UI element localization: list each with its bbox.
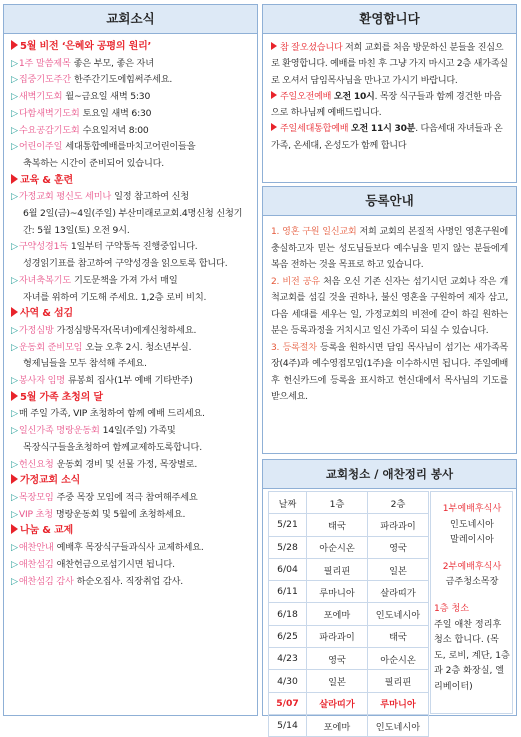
welcome-highlight: 참 잘오셨습니다 [280,43,343,53]
registration-paragraph [271,224,508,274]
news-item [11,273,251,306]
arrow-bullet-icon: ▷ [11,74,18,86]
news-item-title: 목장모임 [18,491,54,503]
triangle-bullet-icon [271,42,277,50]
table-row [269,558,429,580]
registration-title: 등록안내 [263,187,516,216]
news-item-continued: 성경읽기표를 참고하여 구약성경을 읽으토록 합니다. [23,258,228,270]
news-item-title: 새벽기도회 [18,91,63,103]
news-item-desc: 일정 참고하여 신청 [114,191,189,203]
news-item-continued: 형제님들을 모두 참석해 주세요. [23,358,147,370]
news-item [11,406,251,423]
table-header-row [269,492,429,514]
welcome-paragraph [271,40,508,89]
arrow-bullet-icon: ▷ [11,241,18,253]
news-item [11,340,251,373]
church-news-panel [3,4,258,716]
news-item [11,574,251,591]
paragraph-label: 1. 영혼 구원 일신교회 [271,227,357,237]
paragraph-label: 3. 등록절차 [271,342,317,353]
service-time: 오전 10시 [333,91,375,102]
paragraph-text: 처음 오신 기존 신자는 섬기시던 교회나 작은 개척교회를 섬길 것을 권하나, 불신 영혼을 구원하여 제자 삼고, 다음 세대를 세우는 일, 가정교회의 비전에 같이 하길 원하는 분은 등록과정을 거치시고 일신 가족이 되실 수 있습니다. [271,276,508,336]
table-cell: 살라띠가 [307,692,368,714]
news-item-title: VIP 초청 [18,508,53,520]
arrow-bullet-icon: ▷ [11,508,18,520]
table-cell: 인도네시아 [368,603,429,625]
arrow-bullet-icon: ▷ [11,491,18,503]
section-heading [11,523,251,540]
table-cell: 태국 [307,514,368,536]
news-item-title: 집중기도주간 [18,74,71,86]
triangle-bullet-icon [11,40,18,50]
table-row [269,625,429,647]
table-cell: 5/28 [269,536,307,558]
news-item-desc: 월~금요일 새벽 5:30 [65,91,151,103]
table-row [269,648,429,670]
table-row [269,670,429,692]
news-item [11,323,251,340]
news-item [11,189,251,239]
welcome-text: 저희 교회를 처음 방문하신 분들을 진심으로 환영합니다. 예배를 마친 후 그냥 가지 마시고 2층 새가족실로 오셔서 담임목사님을 만나고 가시기 바랍니다. [271,43,508,86]
service-paragraph [271,121,508,154]
news-item [11,457,251,474]
welcome-title: 환영합니다 [263,5,516,34]
service-name: 주일세대통합예배 [280,124,349,135]
table-cell: 필리핀 [307,558,368,580]
triangle-bullet-icon [11,391,18,401]
cleaning-title: 교회청소 / 애찬정리 봉사 [263,460,516,489]
news-item-desc: 오늘 오후 2시. 청소년부실. [85,341,192,353]
table-cell: 5/14 [269,714,307,736]
table-cell: 포에마 [307,603,368,625]
registration-panel [262,186,517,454]
news-item-title: 1주 말씀제목 [18,57,71,69]
table-cell: 아순시온 [307,536,368,558]
triangle-bullet-icon [271,123,277,131]
meal-duty-team: 말레이시아 [450,535,494,546]
paragraph-text: 저희 교회의 본질적 사명인 영혼구원에 충실하고자 믿는 성도님들보다 예수님을 믿지 않는 분들에게 복음 전하는 것을 목표로 하고 있습니다. [271,227,508,270]
news-item-title: 일신가족 명랑운동회 [18,425,100,437]
table-cell: 포에마 [307,714,368,736]
arrow-bullet-icon: ▷ [11,341,18,353]
arrow-bullet-icon: ▷ [11,191,18,203]
table-cell: 6/04 [269,558,307,580]
news-item-title: 봉사자 임명 [18,375,65,387]
news-item-desc: 하순오집사. 직장취업 감사. [76,575,183,587]
section-heading-text: 가정교회 소식 [20,475,81,487]
news-item-desc: 운동회 경비 및 선물 가정, 목장별로. [56,458,198,470]
news-item-desc: 1일부터 구약통독 진행중입니다. [70,241,198,253]
news-item-desc: 가정심방목자(목녀)에게신청하세요. [56,324,197,336]
table-cell: 태국 [368,625,429,647]
news-item-desc: 토요일 새벽 6:30 [82,107,152,119]
news-item-title: 가정심방 [18,324,54,336]
table-cell: 5/07 [269,692,307,714]
arrow-bullet-icon: ▷ [11,425,18,437]
news-item-continued: 자녀를 위하여 기도해 주세요. 1,2층 로비 비치. [23,291,207,303]
arrow-bullet-icon: ▷ [11,542,18,554]
table-cell: 4/23 [269,648,307,670]
table-cell: 6/25 [269,625,307,647]
news-item [11,72,251,89]
table-cell: 영국 [368,536,429,558]
welcome-body [263,34,516,154]
registration-body [263,216,516,406]
arrow-bullet-icon: ▷ [11,274,18,286]
table-cell: 일본 [307,670,368,692]
news-item-desc: 주중 목장 모임에 적극 참여해주세요 [56,491,198,503]
news-item-desc: 수요일저녁 8:00 [82,124,149,136]
table-row [269,581,429,603]
news-item-desc: 좋은 부모, 좋은 자녀 [73,57,154,69]
section-heading [11,473,251,490]
arrow-bullet-icon: ▷ [11,124,18,136]
news-item-title: 다함새벽기도회 [18,107,80,119]
news-item [11,56,251,73]
news-item [11,557,251,574]
news-item [11,123,251,140]
table-cell: 필리핀 [368,670,429,692]
meal-duty-team: 인도네시아 [450,519,494,530]
arrow-bullet-icon: ▷ [11,375,18,387]
table-cell: 6/11 [269,581,307,603]
table-cell: 아순시온 [368,648,429,670]
section-heading-text: 5월 가족 초청의 달 [20,391,103,403]
column-header: 2층 [368,492,429,514]
news-item-desc: 기도문책을 가져 가서 매일 [73,274,178,286]
registration-paragraph [271,340,508,406]
section-heading [11,390,251,407]
news-item-title: 가정교회 평신도 세미나 [18,191,112,203]
table-cell: 영국 [307,648,368,670]
arrow-bullet-icon: ▷ [11,91,18,103]
table-cell: 4/30 [269,670,307,692]
news-item-desc: 명랑운동회 및 5월에 초청하세요. [55,508,186,520]
cleaning-duty-text: 주일 애찬 정리후 청소 합니다. (목도, 로비, 계단, 1층과 2층 화장실, 엘리베이터) [434,619,510,692]
news-item [11,89,251,106]
news-item [11,139,251,172]
triangle-bullet-icon [11,524,18,534]
news-item-title: 애찬섬김 [18,558,54,570]
table-cell: 6/18 [269,603,307,625]
news-item-desc: 매 주일 가족, VIP 초청하여 함께 예배 드리세요. [18,408,205,420]
news-item-title: 수요공감기도회 [18,124,80,136]
section-heading-text: 5월 비전 ‘은혜와 공평의 원리’ [20,41,152,52]
arrow-bullet-icon: ▷ [11,141,18,153]
triangle-bullet-icon [11,474,18,484]
section-heading-text: 나눔 & 교제 [20,525,73,537]
table-row [269,603,429,625]
news-item-title: 구약성경1독 [18,241,68,253]
news-item [11,106,251,123]
table-cell: 살라띠가 [368,581,429,603]
table-cell: 인도네시아 [368,714,429,736]
church-news-title: 교회소식 [4,5,257,34]
arrow-bullet-icon: ▷ [11,324,18,336]
news-item [11,423,251,456]
news-item-desc: 예배후 목장식구들과식사 교제하세요. [56,542,204,554]
news-item-continued: 축복하는 시간이 준비되어 있습니다. [23,157,165,169]
news-item [11,540,251,557]
table-cell: 파라과이 [307,625,368,647]
triangle-bullet-icon [11,307,18,317]
service-name: 주일오전예배 [280,91,332,102]
news-item-desc: 애찬헌금으로섬기시면 됩니다. [56,558,175,570]
news-item-title: 애찬안내 [18,542,54,554]
arrow-bullet-icon: ▷ [11,57,18,69]
meal-duty-label: 2부예배후식사 [442,561,502,572]
news-item [11,507,251,524]
news-item-title: 자녀축복기도 [18,274,71,286]
triangle-bullet-icon [271,91,277,99]
service-text: . 다음세대 자녀들과 온가족, 온세대, 온성도가 함께 합니다 [271,124,503,151]
news-item-desc: 류봉희 집사(1부 예배 기타반주) [67,375,193,387]
arrow-bullet-icon: ▷ [11,458,18,470]
cleaning-table [268,491,429,737]
section-heading-text: 교육 & 훈련 [20,174,73,186]
church-news-body [4,34,257,590]
service-paragraph [271,89,508,122]
registration-paragraph [271,274,508,340]
news-item [11,373,251,390]
arrow-bullet-icon: ▷ [11,558,18,570]
paragraph-label: 2. 비전 공유 [271,276,320,287]
table-row [269,692,429,714]
table-cell: 일본 [368,558,429,580]
column-header: 1층 [307,492,368,514]
column-header: 날짜 [269,492,307,514]
cleaning-duty-label: 1층 청소 [434,603,470,614]
service-text: . 목장 식구들과 함께 경건한 마음으로 하나님께 예배드립니다. [271,91,502,119]
arrow-bullet-icon: ▷ [11,408,18,420]
news-item-title: 헌신요청 [18,458,54,470]
paragraph-text: 등록을 원하시면 담임 목사님이 섬기는 새가족목장(4주)과 예수영접모임(1주)을 이수하시면 됩니다. 주일예배후 헌신카드에 등록을 표시하고 헌신대에서 목사님의 기도를 받으세요. [271,342,508,402]
news-item-desc: 14일(주일) 가족및 [102,425,176,437]
meal-duty-box [430,491,513,714]
news-item [11,239,251,272]
table-cell: 5/21 [269,514,307,536]
section-heading [11,173,251,190]
table-cell: 파라과이 [368,514,429,536]
table-cell: 루마니아 [368,692,429,714]
service-time: 오전 11시 30분 [350,124,416,135]
cleaning-panel [262,459,517,733]
arrow-bullet-icon: ▷ [11,107,18,119]
meal-duty-team: 금주청소목장 [445,577,499,588]
news-item-title: 어린이주일 [18,141,63,153]
arrow-bullet-icon: ▷ [11,575,18,587]
triangle-bullet-icon [11,174,18,184]
news-item-desc: 한주간기도에힘써주세요. [73,74,173,86]
table-row [269,514,429,536]
news-item-title: 운동회 준비모임 [18,341,83,353]
news-item-desc: 세대통합예배를마치고어린이들을 [65,141,196,153]
welcome-panel [262,4,517,183]
section-heading [11,39,251,56]
meal-duty-label: 1부예배후식사 [442,504,502,514]
section-heading-text: 사역 & 섬김 [20,308,73,320]
news-item-continued: 목장식구들을초청하여 함께교제하도록합니다. [23,441,202,453]
table-row [269,714,429,736]
news-item-title: 애찬섬김 감사 [18,575,74,587]
table-cell: 루마니아 [307,581,368,603]
section-heading [11,306,251,323]
news-item [11,490,251,507]
table-row [269,536,429,558]
news-item-continued: 6월 2일(금)~4일(주일) 부산미래로교회.4명신청 신청기간: 5월 13일(토) 오전 9시. [23,208,243,236]
